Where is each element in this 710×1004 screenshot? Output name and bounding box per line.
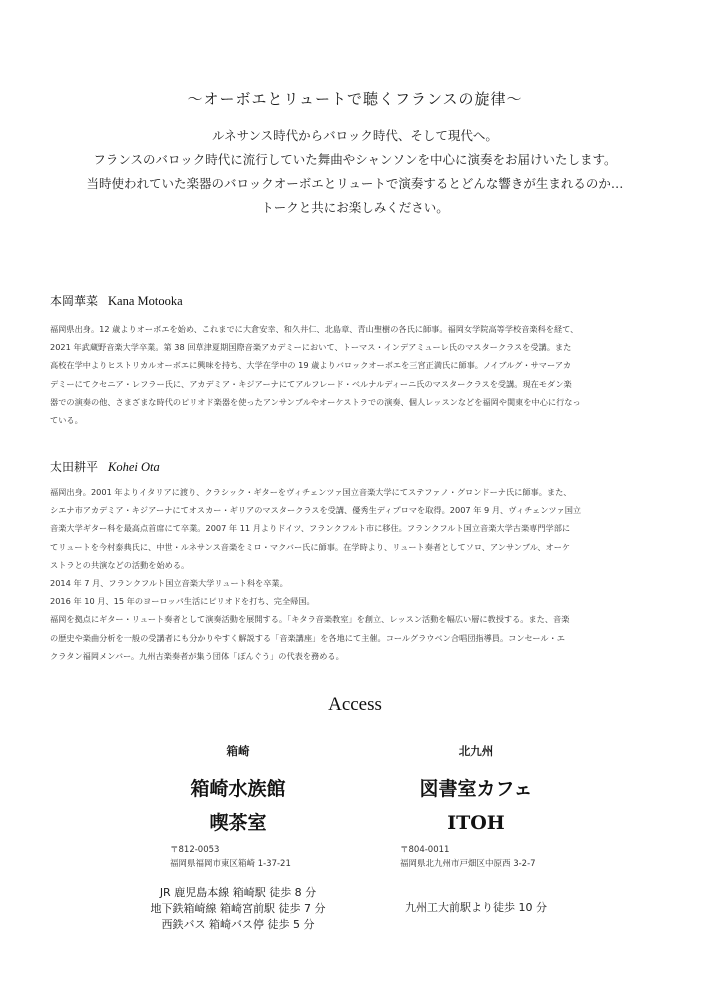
bio-line: クラタン福岡メンバー。九州古楽奏者が集う団体「ぽんぐう」の代表を務める。 [50, 650, 344, 661]
bio-line: 福岡を拠点にギター・リュート奏者として演奏活動を展開する。「キタラ音楽教室」を創立、レッスン活動を幅広い層に教授する。また、音楽 [50, 614, 570, 625]
performer-name-en: Kana Motooka [108, 294, 183, 308]
postal-code: 〒804-0011 [400, 845, 450, 855]
performer-bio-motooka [50, 320, 660, 429]
performer-name-jp: 太田耕平 [50, 460, 99, 474]
bio-line: 福岡県出身。12 歳よりオーボエを始め、これまでに大倉安幸、和久井仁、北島章、青山聖樹の各氏に師事。福岡女学院高等学校音楽科を経て、 [50, 324, 579, 334]
venue-name-line: 箱崎水族館 [190, 778, 286, 800]
intro-paragraph [0, 124, 710, 220]
route-line: JR 鹿児島本線 箱崎駅 徒歩 8 分 [159, 886, 317, 899]
route-line: 地下鉄箱崎線 箱崎宮前駅 徒歩 7 分 [150, 902, 326, 915]
venue-name-line: 図書室カフェ [419, 778, 533, 800]
bio-line: ストラとの共演などの活動を始める。 [50, 559, 190, 570]
venue-name-line: 喫茶室 [209, 812, 267, 834]
postal-code: 〒812-0053 [170, 845, 220, 855]
bio-line: シエナ市アカデミア・キジアーナにてオスカー・ギリアのマスタークラスを受講、優秀生ディプロマを取得。2007 年 9 月、ヴィチェンツァ国立 [50, 505, 582, 516]
bio-line: 2021 年武蔵野音楽大学卒業。第 38 回草津夏期国際音楽アカデミーにおいて、トーマス・インデアミューレ氏のマスタークラスを受講。また [50, 342, 572, 353]
route-line: 九州工大前駅より徒歩 10 分 [405, 901, 547, 914]
venue-area-kitakyushu: 北九州 [458, 744, 494, 758]
bio-line: の歴史や楽曲分析を一般の受講者にも分かりやすく解説する「音楽講座」を各地にて主催。コールグラウベン合唱団指導員。コンセール・エ [50, 632, 565, 643]
intro-line: フランスのバロック時代に流行していた舞曲やシャンソンを中心に演奏をお届けいたします。 [93, 152, 617, 167]
venue-address-hakozaki [170, 843, 291, 871]
venue-routes-hakozaki [128, 885, 348, 933]
intro-line: ルネサンス時代からバロック時代、そして現代へ。 [212, 128, 498, 143]
performer-name-en: Kohei Ota [108, 460, 160, 474]
bio-line: 器での演奏の他、さまざまな時代のピリオド楽器を使ったアンサンブルやオーケストラでの演奏、個人レッスンなどを福岡や関東を中心に行なっ [50, 396, 581, 407]
bio-line: 高校在学中よりヒストリカルオーボエに興味を持ち、大学在学中の 19 歳よりバロックオーボエを三宮正満氏に師事。ノイブルグ・サマーアカ [50, 360, 572, 371]
page-title: 〜オーボエとリュートで聴くフランスの旋律〜 [187, 90, 523, 108]
route-line: 西鉄バス 箱崎バス停 徒歩 5 分 [161, 918, 315, 931]
venue-area-hakozaki: 箱崎 [226, 744, 250, 758]
intro-line: 当時使われていた楽器のバロックオーボエとリュートで演奏するとどんな響きが生まれるのか… [86, 176, 624, 191]
street-address: 福岡県福岡市東区箱崎 1-37-21 [170, 859, 291, 869]
venue-name-line: ITOH [447, 812, 505, 834]
bio-line: てリュートを今村泰典氏に、中世・ルネサンス音楽をミロ・マクバー氏に師事。在学時より、リュート奏者としてソロ、アンサンブル、オーケ [50, 541, 571, 552]
intro-line: トークと共にお楽しみください。 [261, 200, 449, 215]
venue-name-kitakyushu [356, 772, 596, 840]
venue-address-kitakyushu [400, 843, 536, 871]
street-address: 福岡県北九州市戸畑区中原西 3-2-7 [400, 859, 536, 869]
performer-bio-ota [50, 483, 660, 665]
venue-name-hakozaki [118, 772, 358, 840]
access-heading: Access [328, 694, 382, 715]
performer-name-jp: 本岡華菜 [50, 294, 99, 308]
venue-routes-kitakyushu [376, 900, 576, 916]
performer-name-ota [50, 458, 160, 475]
bio-line: 2014 年 7 月、フランクフルト国立音楽大学リュート科を卒業。 [50, 578, 288, 589]
bio-line: 音楽大学ギター科を最高点首席にて卒業。2007 年 11 月よりドイツ、フランクフルト市に移住。フランクフルト国立音楽大学古楽専門学部に [50, 523, 571, 534]
bio-line: デミーにてクセニア・レフラー氏に、アカデミア・キジアーナにてアルフレード・ベルナルディーニ氏のマスタークラスを受講。現在モダン楽 [50, 378, 572, 389]
bio-line: ている。 [50, 415, 83, 426]
bio-line: 福岡出身。2001 年よりイタリアに渡り、クラシック・ギターをヴィチェンツァ国立音楽大学にてステファノ・グロンドーナ氏に師事。また、 [50, 487, 572, 497]
performer-name-motooka [50, 292, 183, 309]
bio-line: 2016 年 10 月、15 年のヨーロッパ生活にピリオドを打ち、完全帰国。 [50, 596, 315, 607]
